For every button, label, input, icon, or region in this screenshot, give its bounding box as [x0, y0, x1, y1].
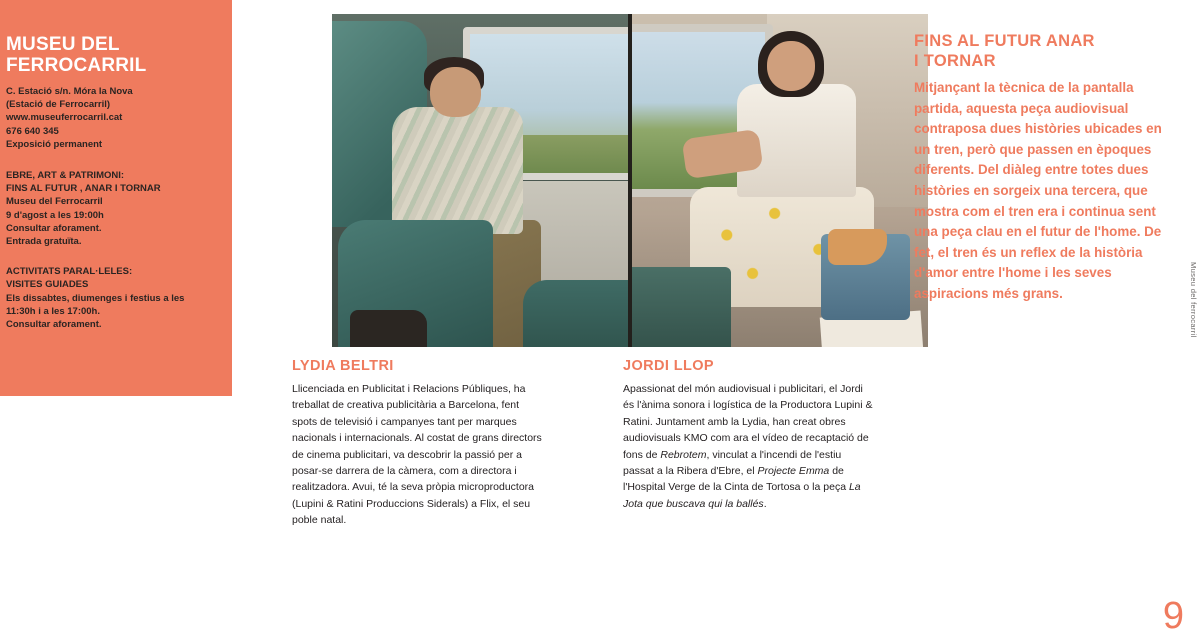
bio-text-jordi	[623, 381, 875, 512]
feature-body-text: Mitjançant la tècnica de la pantalla partida, aquesta peça audiovisual contraposa dues històries ubicades en un tren, però que passen en èpoques diferents. Del diàleg entre totes dues històries en sorgeix una tercera, que mostra com el tren era i continua sent una peça clau en el futur de l'home. De fet, el tren és un reflex de la història d'amor entre l'home i les seves aspiracions més grans.	[914, 80, 1162, 301]
parallel-activities-heading: ACTIVITATS PARAL·LELES:	[6, 266, 133, 278]
bio-lydia-beltri	[292, 358, 544, 529]
guided-visits-capacity-note: Consultar aforament.	[6, 319, 102, 331]
museum-title-line-2: FERROCARRIL	[6, 55, 147, 76]
event-block-guided-visits	[6, 265, 218, 331]
museum-title	[6, 34, 218, 76]
feature-title-line-1: FINS AL FUTUR ANAR	[914, 32, 1095, 50]
photo-right-person-head	[767, 41, 815, 91]
museum-address-detail: (Estació de Ferrocarril)	[6, 99, 111, 111]
page-number: 9	[1162, 595, 1184, 637]
museum-title-line-1: MUSEU DEL	[6, 34, 120, 55]
guided-visits-heading: VISITES GUIADES	[6, 279, 89, 291]
bio-name-jordi: JORDI LLOP	[623, 358, 715, 374]
bio-jordi-part-1: Apassionat del món audiovisual i publicitari, el Jordi és l'ànima sonora i logística de la Productora Lupini & Ratini. Juntament amb la Lydia, han creat obres audiovisuals KMO com ara el vídeo de recaptació de fons de	[623, 383, 873, 461]
feature-description	[914, 32, 1170, 305]
photo-left-scene	[332, 14, 630, 347]
event-admission-note: Entrada gratuïta.	[6, 236, 82, 248]
museum-phone: 676 640 345	[6, 125, 59, 137]
museum-address-street: C. Estació s/n. Móra la Nova	[6, 86, 133, 97]
bio-jordi-work-rebrotem: Rebrotem	[660, 448, 707, 461]
photo-right-scene	[630, 14, 928, 347]
bio-jordi-part-3: de l'Hospital Verge de la Cinta de Tortosa o la peça	[623, 465, 849, 494]
event-category-heading: EBRE, ART & PATRIMONI:	[6, 170, 125, 182]
feature-title-line-2: I TORNAR	[914, 51, 996, 70]
photo-left-person-shoe	[350, 310, 427, 347]
event-venue: Museu del Ferrocarril	[6, 196, 103, 208]
vertical-side-label: Museu del ferrocarril	[1189, 262, 1198, 338]
photo-right-seat	[630, 267, 731, 347]
photo-split-divider	[628, 14, 632, 347]
event-block-exhibition	[6, 169, 218, 248]
photo-right-handbag	[821, 234, 910, 321]
bio-jordi-work-la-jota: La Jota que buscava qui la ballés	[623, 481, 861, 510]
bio-jordi-part-2: , vinculat a l'incendi de l'estiu passat a la Ribera d'Ebre, el	[623, 448, 842, 478]
bio-jordi-llop	[623, 358, 875, 512]
museum-website[interactable]: www.museuferrocarril.cat	[6, 112, 123, 124]
photo-left-person-torso	[392, 107, 523, 234]
museum-info-sidebar	[0, 0, 232, 396]
bio-name-lydia: LYDIA BELTRI	[292, 358, 394, 374]
event-date-time: 9 d'agost a les 19:00h	[6, 209, 104, 221]
event-capacity-note: Consultar aforament.	[6, 222, 102, 234]
split-screen-photo	[332, 14, 928, 347]
photo-left-seat-foreground	[523, 280, 630, 347]
photo-left-person-head	[430, 67, 481, 117]
museum-contact-details	[6, 85, 218, 151]
bio-jordi-work-projecte-emma: Projecte Emma	[757, 465, 830, 478]
guided-visits-days: Els dissabtes, diumenges i festius a les	[6, 292, 185, 304]
event-title-heading: FINS AL FUTUR , ANAR I TORNAR	[6, 183, 161, 195]
feature-title	[914, 32, 1170, 71]
guided-visits-hours: 11:30h i a les 17:00h.	[6, 305, 101, 317]
museum-exhibition-type: Exposició permanent	[6, 138, 103, 150]
bio-text-lydia: Llicenciada en Publicitat i Relacions Públiques, ha treballat de creativa publicitària a Barcelona, fent spots de televisió i campanyes tant per marques nacionals i internacionals. Al costat de grans directors de cinema publicitari, va descobrir la passió per a posar-se darrera de la càmera, com a directora i realitzadora. Avui, té la seva pròpia microproductora (Lupini & Ratini Produccions Siderals) a Flix, el seu poble natal.	[292, 383, 542, 527]
bio-jordi-part-4: .	[763, 497, 767, 510]
